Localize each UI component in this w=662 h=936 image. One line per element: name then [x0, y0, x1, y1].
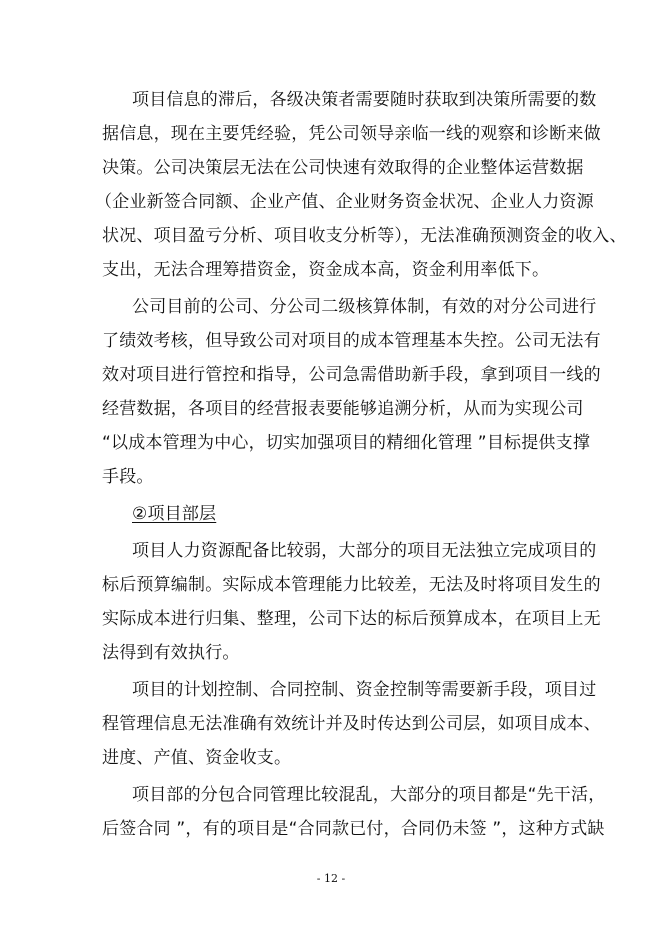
paragraph-5-line-1: 项目的计划控制、合同控制、资金控制等需要新手段，项目过 [132, 680, 597, 700]
paragraph-6-line-1: 项目部的分包合同管理比较混乱，大部分的项目都是“先干活， [132, 785, 606, 805]
paragraph-2-line-6: 手段。 [102, 467, 154, 487]
paragraph-4-line-1: 项目人力资源配备比较弱，大部分的项目无法独立完成项目的 [132, 541, 597, 561]
paragraph-1-line-4: （企业新签合同额、企业产值、企业财务资金状况、企业人力资源 [95, 192, 594, 212]
paragraph-2-line-2: 了绩效考核，但导致公司对项目的成本管理基本失控。公司无法有 [102, 331, 601, 351]
paragraph-4-line-4: 法得到有效执行。 [102, 643, 240, 663]
page-number: - 12 - [316, 872, 346, 885]
paragraph-2-line-5: “以成本管理为中心，切实加强项目的精细化管理 ”目标提供支撑 [102, 433, 591, 453]
paragraph-5-line-2: 程管理信息无法准确有效统计并及时传达到公司层，如项目成本、 [102, 714, 601, 734]
paragraph-1-line-6: 支出，无法合理筹措资金，资金成本高，资金利用率低下。 [102, 260, 550, 280]
paragraph-2-line-4: 经营数据，各项目的经营报表要能够追溯分析，从而为实现公司 [102, 399, 584, 419]
paragraph-5-line-3: 进度、产值、资金收支。 [102, 748, 292, 768]
paragraph-6-line-2: 后签合同 ”，有的项目是“合同款已付，合同仍未签 ”，这种方式缺 [102, 819, 605, 839]
paragraph-4-line-2: 标后预算编制。实际成本管理能力比较差，无法及时将项目发生的 [102, 575, 601, 595]
paragraph-4-line-3: 实际成本进行归集、整理，公司下达的标后预算成本，在项目上无 [102, 609, 601, 629]
paragraph-1-line-5: 状况、项目盈亏分析、项目收支分析等），无法准确预测资金的收入、 [102, 226, 627, 246]
paragraph-2-line-1: 公司目前的公司、分公司二级核算体制，有效的对分公司进行 [132, 297, 597, 317]
paragraph-1-line-3: 决策。公司决策层无法在公司快速有效取得的企业整体运营数据 [102, 158, 584, 178]
paragraph-1-line-1: 项目信息的滞后，各级决策者需要随时获取到决策所需要的数 [132, 90, 597, 110]
paragraph-2-line-3: 效对项目进行管控和指导，公司急需借助新手段，拿到项目一线的 [102, 365, 601, 385]
paragraph-1-line-2: 据信息，现在主要凭经验，凭公司领导亲临一线的观察和诊断来做 [102, 124, 601, 144]
section-heading: ②项目部层 [132, 504, 217, 524]
